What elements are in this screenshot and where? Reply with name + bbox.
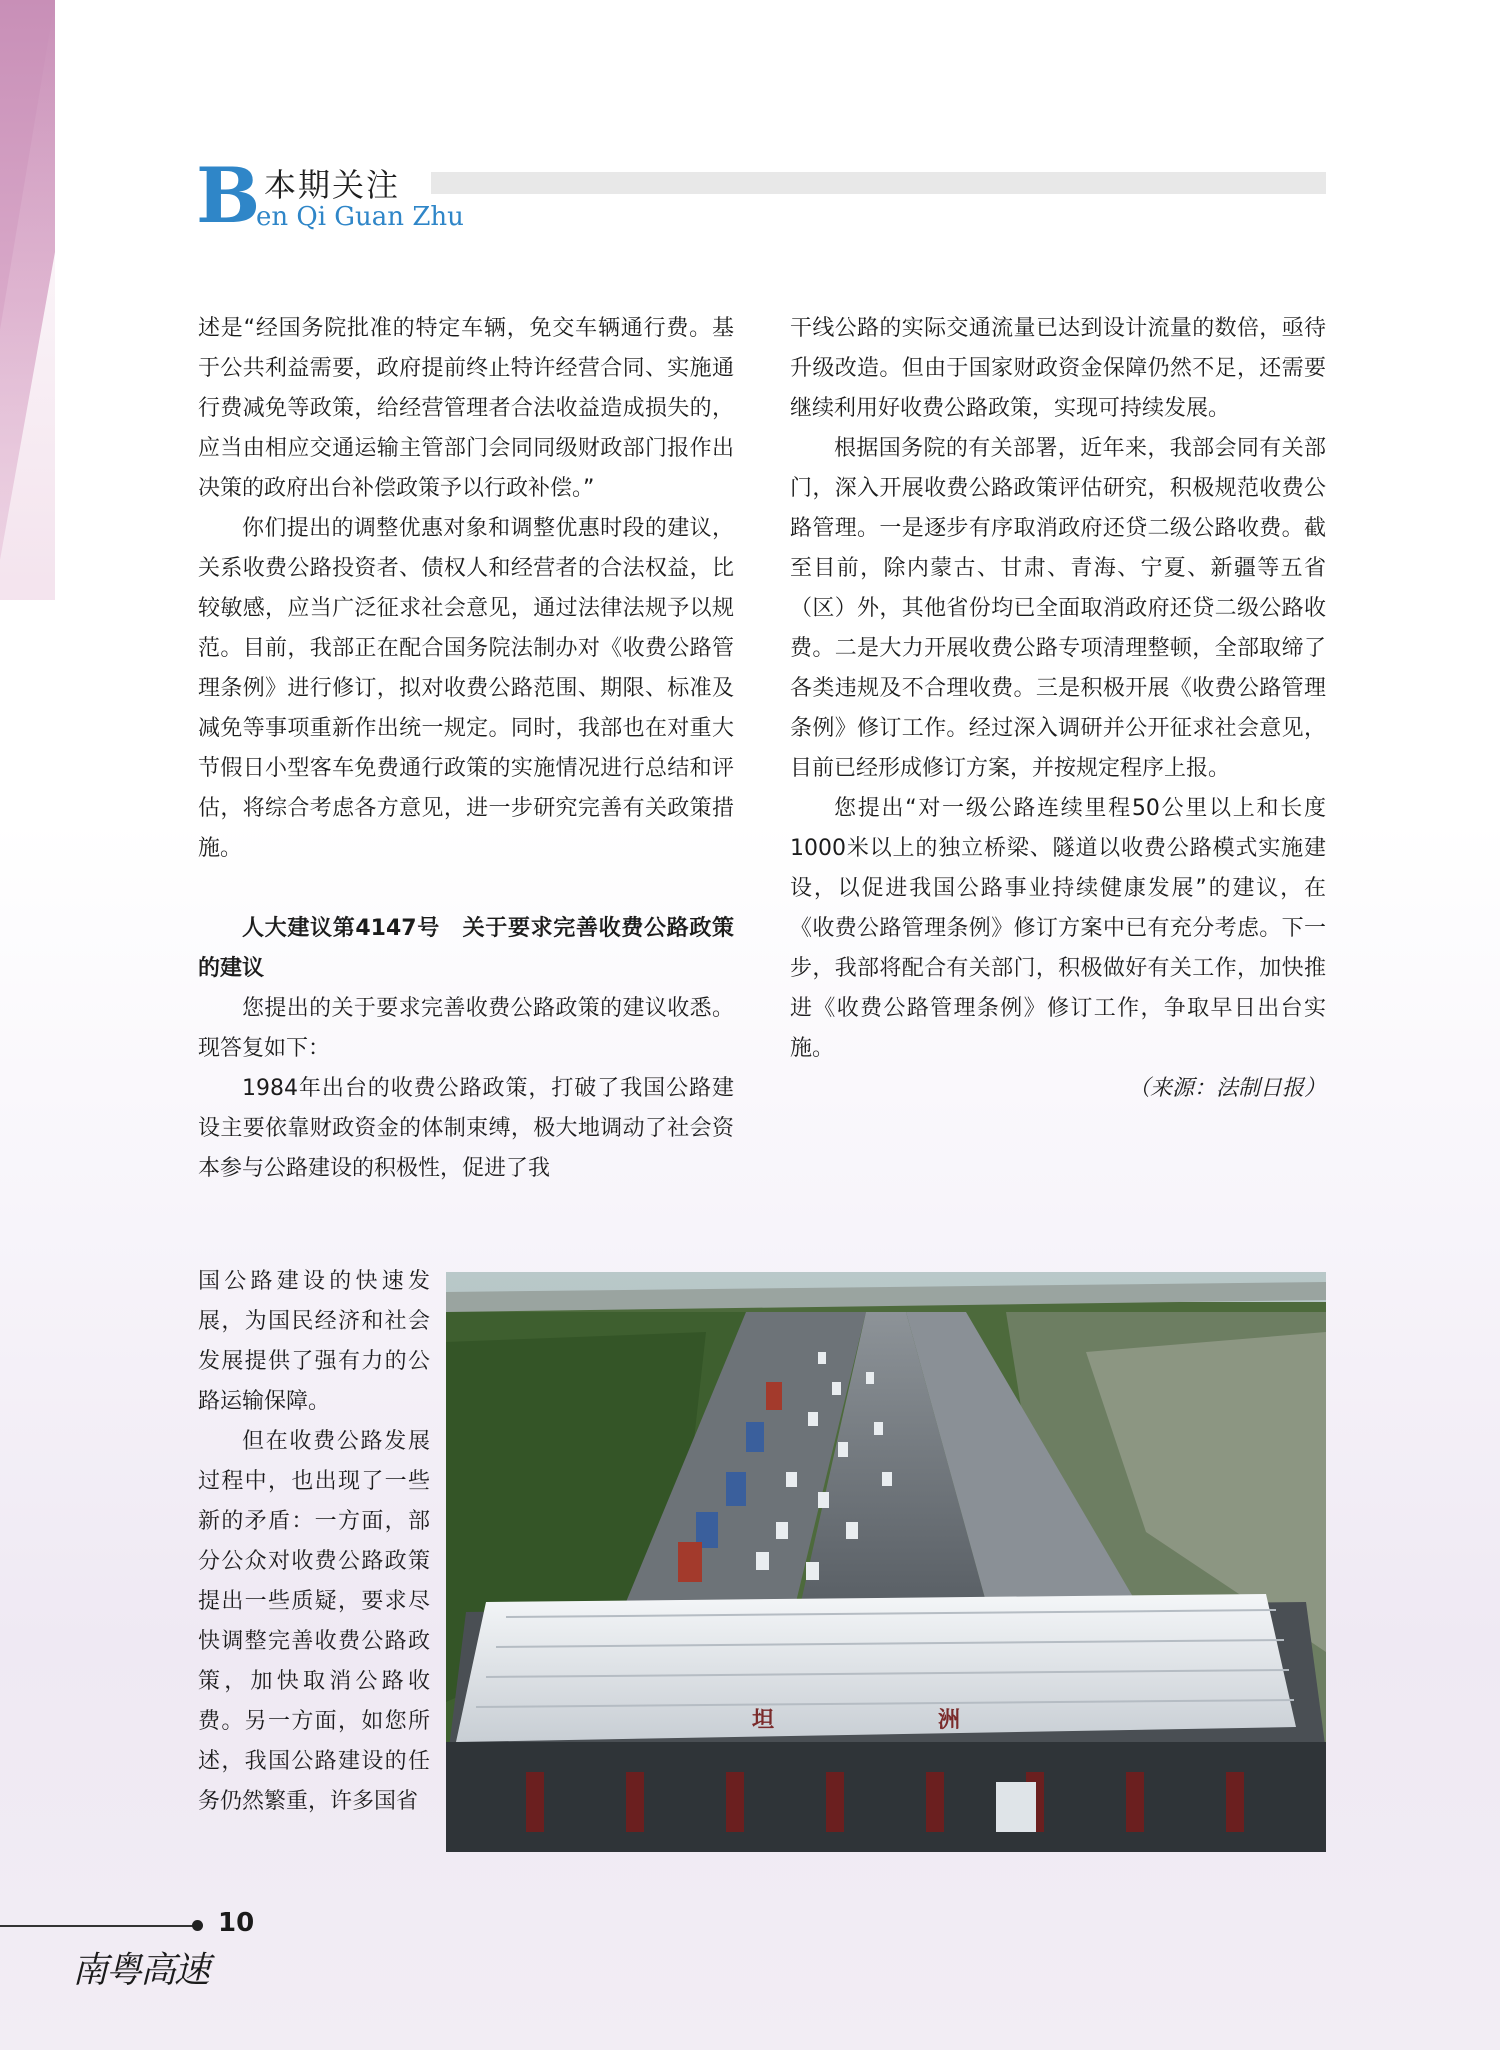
left-column [198,309,734,1189]
paragraph: 干线公路的实际交通流量已达到设计流量的数倍，亟待升级改造。但由于国家财政资金保障仍然不足，还需要继续利用好收费公路政策，实现可持续发展。 [790,316,1326,421]
section-header [196,151,1326,240]
footer-bullet [192,1920,203,1931]
toll-station-aerial-photo [446,1272,1326,1852]
left-narrow-column [198,1262,430,1822]
page-number: 10 [218,1908,255,1938]
paragraph: 根据国务院的有关部署，近年来，我部会同有关部门，深入开展收费公路政策评估研究，积极规范收费公路管理。一是逐步有序取消政府还贷二级公路收费。截至目前，除内蒙古、甘肃、青海、宁夏、新疆等五省（区）外，其他省份均已全面取消政府还贷二级公路收费。二是大力开展收费公路专项清理整顿，全部取缔了各类违规及不合理收费。三是积极开展《收费公路管理条例》修订工作。经过深入调研并公开征求社会意见，目前已经形成修订方案，并按规定程序上报。 [790,436,1326,781]
header-title-en: en Qi Guan Zhu [256,202,464,232]
header-bar [431,172,1326,194]
paragraph: 述是“经国务院批准的特定车辆，免交车辆通行费。基于公共利益需要，政府提前终止特许经营合同、实施通行费减免等政策，给经营管理者合法收益造成损失的，应当由相应交通运输主管部门会同同级财政部门报作出决策的政府出台补偿政策予以行政补偿。” [198,316,734,501]
paragraph: 您提出的关于要求完善收费公路政策的建议收悉。现答复如下： [198,996,734,1061]
footer-rule [0,1925,200,1927]
publication-logo: 南粤高速 [72,1950,209,1991]
paragraph: 但在收费公路发展过程中，也出现了一些新的矛盾：一方面，部分公众对收费公路政策提出一些质疑，要求尽快调整完善收费公路政策，加快取消公路收费。另一方面，如您所述，我国公路建设的任务仍然繁重，许多国省 [198,1429,430,1814]
paragraph: 国公路建设的快速发展，为国民经济和社会发展提供了强有力的公路运输保障。 [198,1269,430,1414]
header-title-cn: 本期关注 [264,166,401,204]
toll-canopy-sign: 坦 洲 [751,1708,1001,1733]
paragraph: 你们提出的调整优惠对象和调整优惠时段的建议，关系收费公路投资者、债权人和经营者的合法权益，比较敏感，应当广泛征求社会意见，通过法律法规予以规范。目前，我部正在配合国务院法制办对《收费公路管理条例》进行修订，拟对收费公路范围、期限、标准及减免等事项重新作出统一规定。同时，我部也在对重大节假日小型客车免费通行政策的实施情况进行总结和评估，将综合考虑各方意见，进一步研究完善有关政策措施。 [198,516,734,861]
right-column [790,309,1326,1109]
paragraph: 1984年出台的收费公路政策，打破了我国公路建设主要依靠财政资金的体制束缚，极大地调动了社会资本参与公路建设的积极性，促进了我 [198,1076,734,1181]
header-initial-letter: B [196,151,261,240]
source-credit: （来源：法制日报） [1127,1076,1326,1101]
paragraph: 您提出“对一级公路连续里程50公里以上和长度1000米以上的独立桥梁、隧道以收费公路模式实施建设，以促进我国公路事业持续健康发展”的建议，在《收费公路管理条例》修订方案中已有充分考虑。下一步，我部将配合有关部门，积极做好有关工作，加快推进《收费公路管理条例》修订工作，争取早日出台实施。 [790,796,1326,1061]
article-heading: 人大建议第4147号 关于要求完善收费公路政策的建议 [198,916,734,981]
